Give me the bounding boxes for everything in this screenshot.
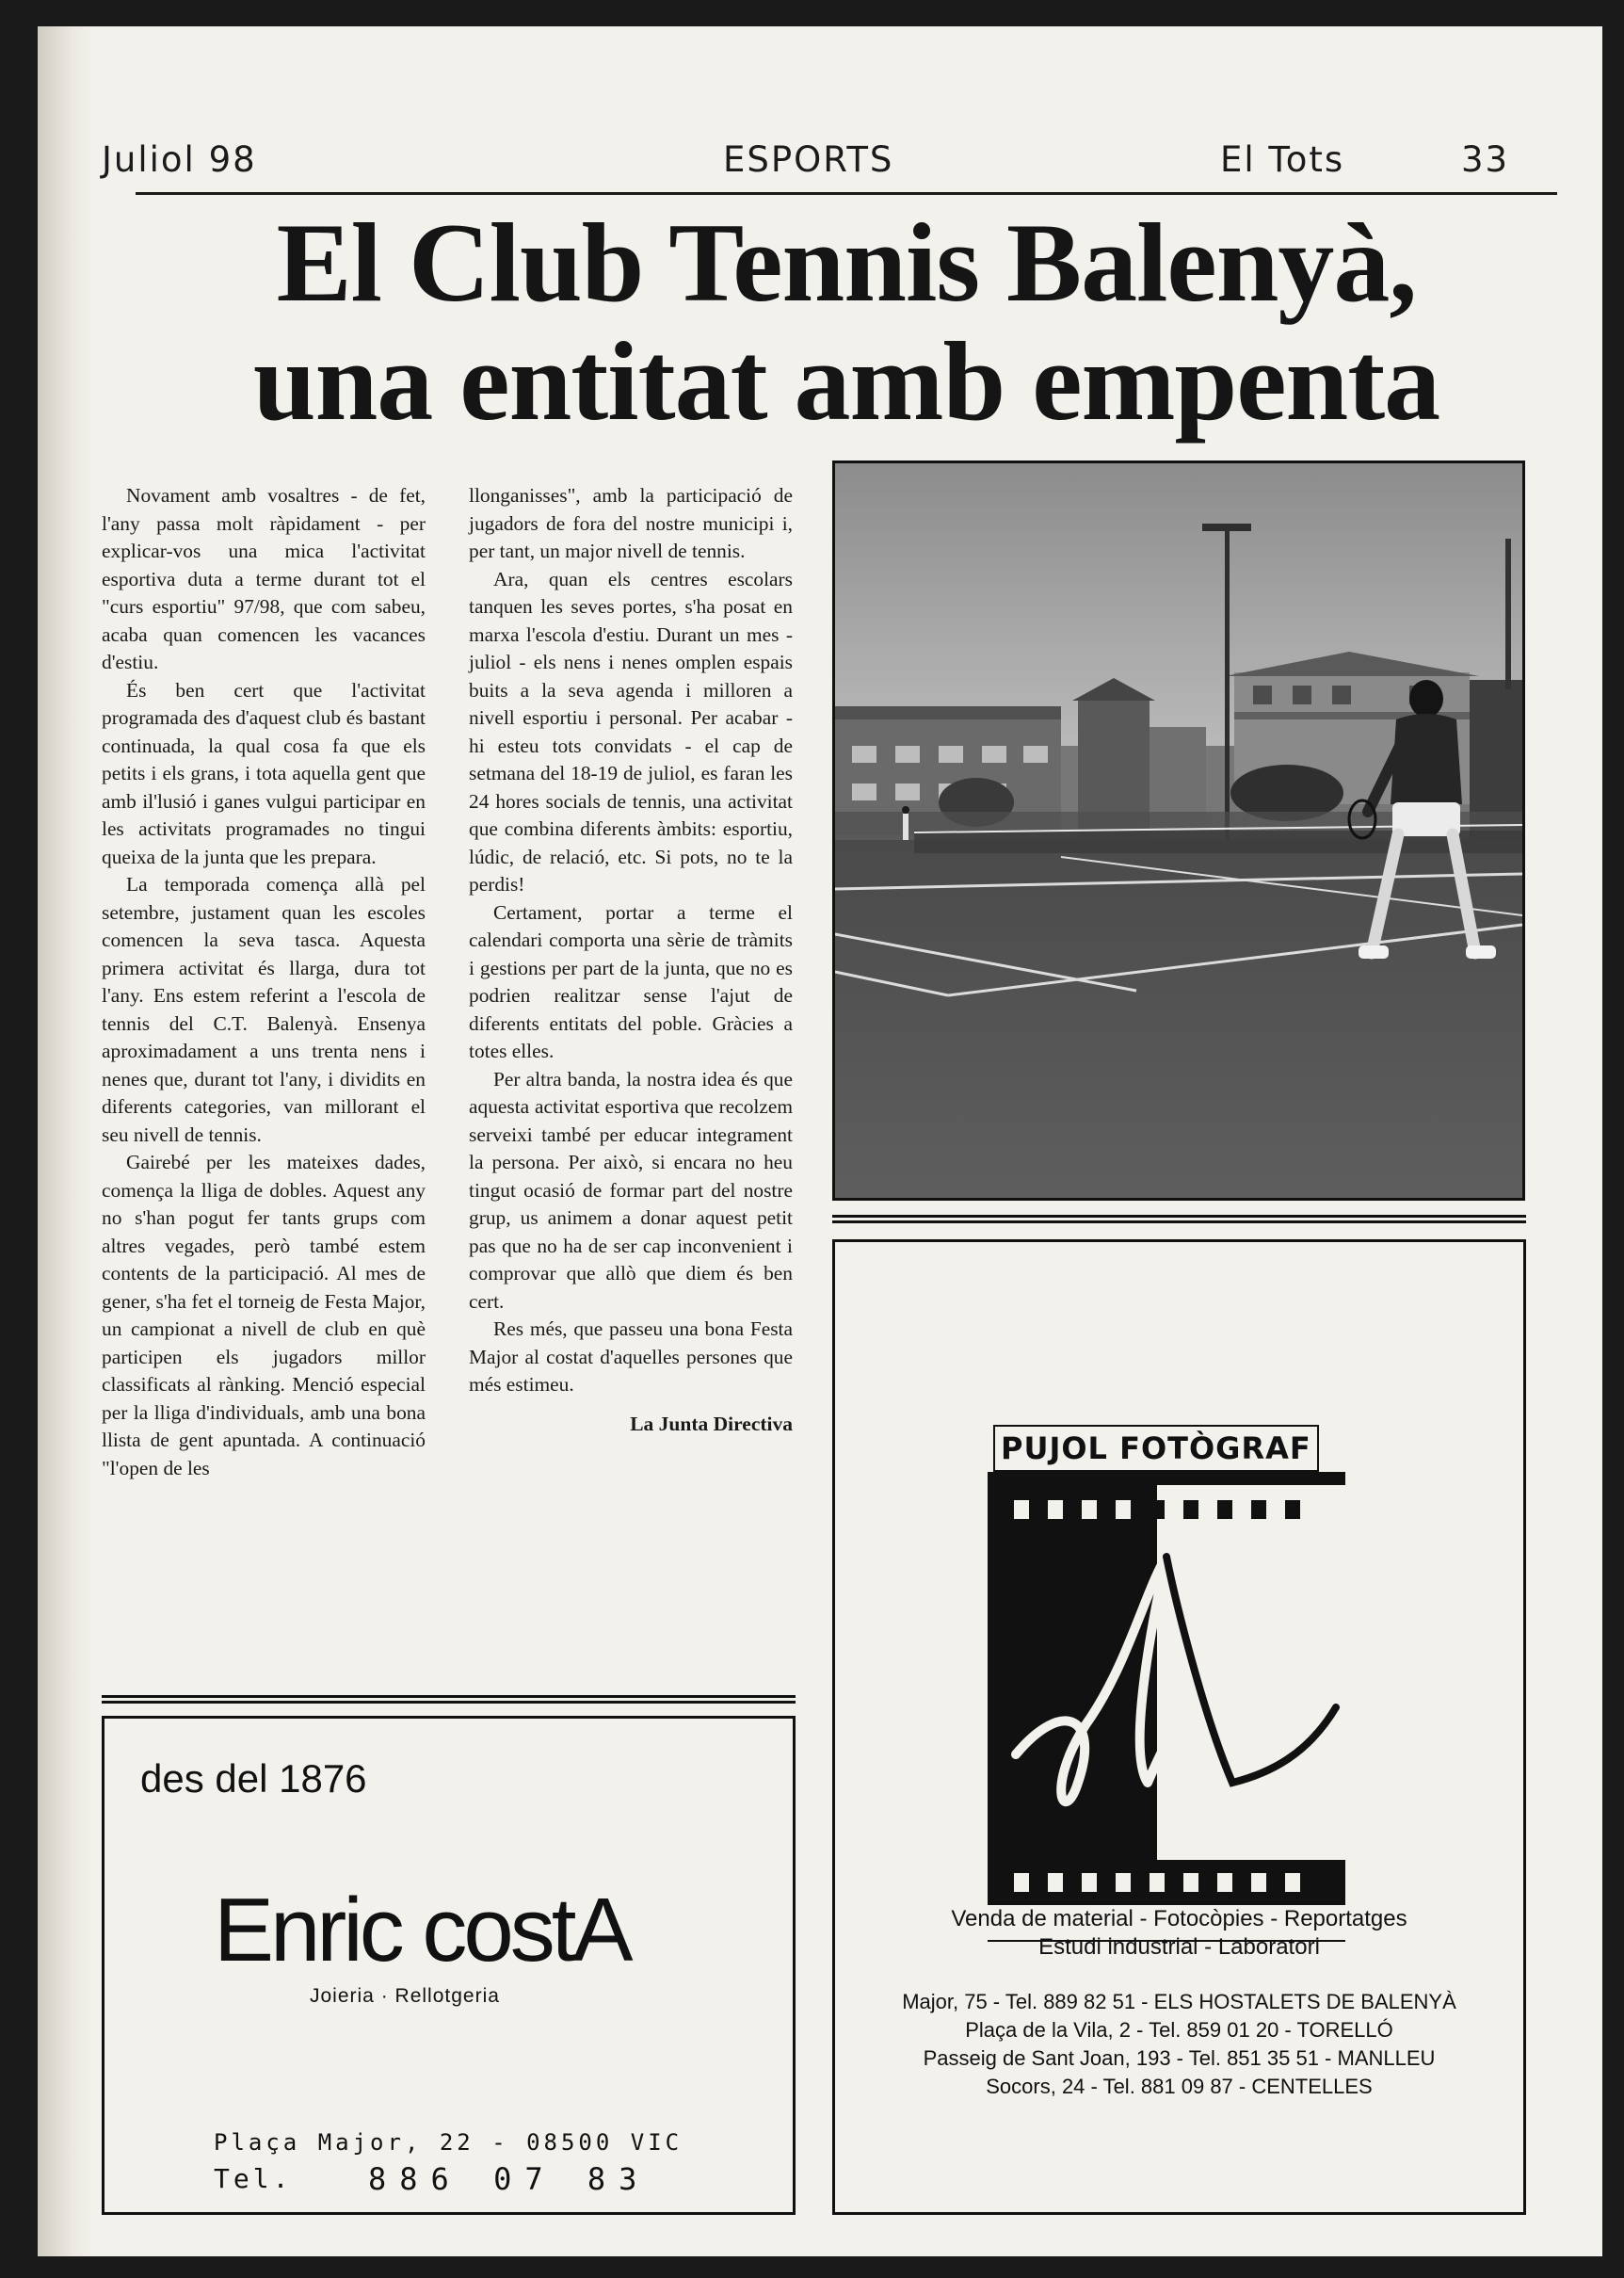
- paragraph: És ben cert que l'activitat programada des d'aquest club és bastant continuada, la qual cosa fa que els petits i els grans, i tota aquella gent que amb il'lusió i ganes vulgui participar en les activitats programades no tingui queixa de la junta que les prepara.: [102, 678, 426, 868]
- paragraph: Per altra banda, la nostra idea és que aquesta activitat esportiva que recolzem serveixi també per educar integrament la persona. Per això, si encara no heu tingut ocasió de formar part del nostre grup, us animem a donar aquest petit pas que no ha de ser cap inconvenient i comprovar que allò que diem és ben cert.: [469, 1067, 793, 1313]
- paragraph: Ara, quan els centres escolars tanquen les seves portes, s'ha posat en marxa l'escola d'estiu. Durant un mes - juliol - els nens i nenes omplen espais buits a la seva agenda i milloren a nivell esportiu i personal. Per acabar - hi esteu tots convidats - el cap de setmana del 18-19 de juliol, es faran les 24 hores socials de tennis, una activitat que combina diferents àmbits: esportiu, lúdic, de relació, etc. Si pots, no te la perdis!: [469, 567, 793, 896]
- pujol-address: Passeig de Sant Joan, 193 - Tel. 851 35 51 - MANLLEU: [923, 2046, 1436, 2070]
- article-column-left: [102, 482, 426, 1482]
- pujol-address: Plaça de la Vila, 2 - Tel. 859 01 20 - TORELLÓ: [965, 2018, 1393, 2042]
- headline: [136, 200, 1557, 444]
- binding-shadow: [38, 26, 94, 2256]
- ad-enric-costa: [102, 1716, 796, 2215]
- paragraph: Certament, portar a terme el calendari comporta una sèrie de tràmits i gestions per part de la junta, que no es podrien realitzar sense l'ajut de diferents entitats del poble. Gràcies a totes elles.: [469, 900, 793, 1062]
- rule-under-photo: [832, 1215, 1526, 1223]
- costa-logo-name: Enric costA: [214, 1880, 630, 1980]
- pujol-addresses: [835, 1988, 1523, 2101]
- ad-pujol-fotograf: [832, 1239, 1526, 2215]
- tennis-photo-illustration: [835, 463, 1522, 1198]
- magazine-page: [38, 26, 1602, 2256]
- article-signature: La Junta Directiva: [630, 1412, 793, 1435]
- pujol-address: Major, 75 - Tel. 889 82 51 - ELS HOSTALETS DE BALENYÀ: [902, 1990, 1456, 2013]
- pujol-services: [835, 1905, 1523, 1962]
- costa-subtitle: Joieria · Rellotgeria: [310, 1985, 500, 2007]
- headline-line-1: El Club Tennis Balenyà,: [276, 200, 1417, 325]
- headline-line-2: una entitat amb empenta: [252, 318, 1440, 444]
- costa-tel-number: 886 07 83: [368, 2161, 651, 2197]
- costa-tel-label: Tel.: [214, 2163, 293, 2194]
- tennis-court-photo: [832, 460, 1525, 1201]
- film-strip-logo-icon: [988, 1472, 1345, 1943]
- article-column-middle: [469, 482, 793, 1438]
- paragraph: Res més, que passeu una bona Festa Major al costat d'aquelles persones que més estimeu.: [469, 1317, 793, 1396]
- paragraph: Gairebé per les mateixes dades, comença la lliga de dobles. Aquest any no s'han pogut fer tants grups com altres vegades, però també estem contents de la participació. Al mes de gener, s'ha fet el torneig de Festa Major, un campionat a nivell de club en què participen els jugadors millor classificats al rànking. Menció especial per la lliga d'individuals, amb una bona llista de gent apuntada. A continuació "l'open de les: [102, 1151, 426, 1479]
- header-publication: El Tots: [1220, 139, 1345, 180]
- paragraph: Novament amb vosaltres - de fet, l'any passa molt ràpidament - per explicar-vos una mica l'activitat esportiva duta a terme durant tot el "curs esportiu" 97/98, que com sabeu, acaba quan comencen les vacances d'estiu.: [102, 484, 426, 673]
- pujol-title: PUJOL FOTÒGRAF: [993, 1425, 1319, 1472]
- pujol-services-line-1: Venda de material - Fotocòpies - Reportatges: [951, 1906, 1407, 1931]
- header-date: Juliol 98: [102, 139, 257, 180]
- costa-since: des del 1876: [140, 1756, 367, 1801]
- rule-under-article: [102, 1695, 796, 1704]
- pujol-services-line-2: Estudi industrial - Laboratori: [1038, 1934, 1320, 1960]
- header-page-number: 33: [1461, 139, 1510, 180]
- header-rule: [136, 192, 1557, 195]
- costa-address: Plaça Major, 22 - 08500 VIC: [214, 2129, 683, 2156]
- paragraph: La temporada comença allà pel setembre, justament quan les escoles comencen la seva tasca. Aquesta primera activitat és llarga, dura tot l'any. Ens estem referint a l'escola de tennis del C.T. Balenyà. Ensenya aproximadament a uns trenta nens i nenes que, durant tot l'any, i dividits en diferents categories, van millorant el seu nivell de tennis.: [102, 873, 426, 1146]
- header-section: ESPORTS: [723, 139, 894, 180]
- paragraph: llonganisses", amb la participació de jugadors de fora del nostre municipi i, per tant, un major nivell de tennis.: [469, 484, 793, 562]
- pujol-address: Socors, 24 - Tel. 881 09 87 - CENTELLES: [986, 2075, 1373, 2098]
